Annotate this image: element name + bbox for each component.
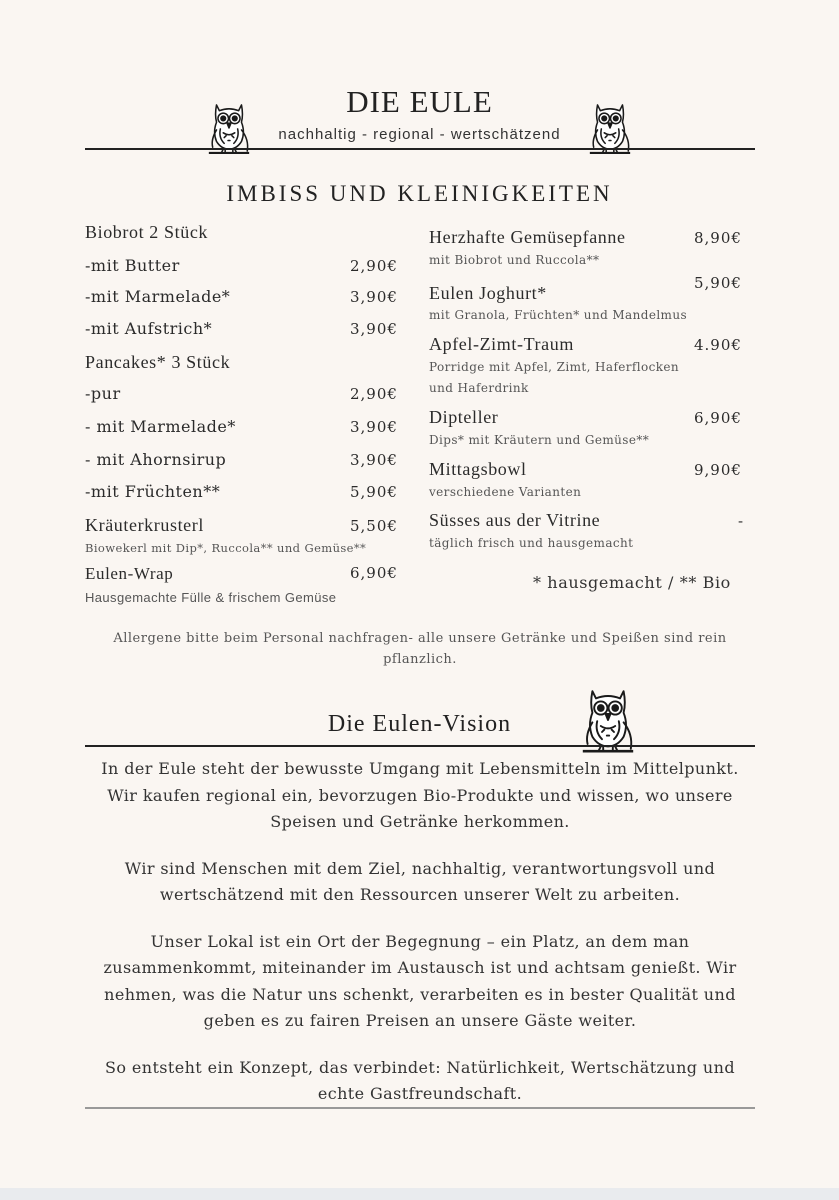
- menu-item-description: mit Granola, Früchten* und Mandelmus: [429, 308, 688, 322]
- menu-item-name: - mit Ahornsirup: [85, 450, 227, 469]
- menu-item-name: Eulen Joghurt*: [429, 283, 547, 303]
- menu-item-name: -mit Aufstrich*: [85, 319, 213, 338]
- menu-item-name: Herzhafte Gemüsepfanne: [429, 227, 626, 247]
- header-divider: [85, 148, 755, 150]
- menu-item-price: 5,90€: [350, 483, 398, 501]
- menu-item-price: 5,90€: [694, 274, 742, 292]
- menu-item-description: Biowekerl mit Dip*, Ruccola** und Gemüse**: [85, 541, 367, 555]
- menu-item-name: Pancakes* 3 Stück: [85, 352, 231, 372]
- menu-item-name: Eulen-Wrap: [85, 564, 174, 583]
- vision-text: [85, 756, 755, 1128]
- vision-paragraph: Unser Lokal ist ein Ort der Begegnung – ein Platz, an dem man zusammenkommt, miteinander im Austausch ist und achtsam genießt. Wir nehmen, was die Natur uns schenkt, verarbeiten es in bester Qualität und geben es zu fairen Preisen an unsere Gäste weiter.: [103, 931, 737, 1030]
- vision-title: Die Eulen-Vision: [327, 711, 512, 737]
- section-title: IMBISS UND KLEINIGKEITEN: [226, 181, 613, 206]
- legend: * hausgemacht / ** Bio: [533, 573, 731, 592]
- menu-item-description: täglich frisch und hausgemacht: [429, 536, 634, 550]
- vision-paragraph: So entsteht ein Konzept, das verbindet: Natürlichkeit, Wertschätzung und echte Gastfreundschaft.: [105, 1057, 735, 1103]
- tagline: nachhaltig - regional - wertschätzend: [278, 126, 561, 143]
- menu-item-price: -: [738, 512, 745, 530]
- menu-item-name: Mittagsbowl: [429, 459, 527, 479]
- menu-item-price: 6,90€: [694, 409, 742, 427]
- menu-item-price: 4.90€: [694, 336, 742, 354]
- menu-item-price: 8,90€: [694, 229, 742, 247]
- menu-item-price: 3,90€: [350, 288, 398, 306]
- menu-item-price: 3,90€: [350, 320, 398, 338]
- vision-divider: [85, 745, 755, 747]
- menu-item-price: 5,50€: [350, 517, 398, 535]
- menu-item-price: 2,90€: [350, 385, 398, 403]
- menu-item-description: Dips* mit Kräutern und Gemüse**: [429, 433, 650, 447]
- menu-item-name: -mit Butter: [85, 256, 180, 275]
- menu-item-description: Porridge mit Apfel, Zimt, Haferflocken: [429, 360, 680, 374]
- menu-item-price: 9,90€: [694, 461, 742, 479]
- menu-item-description: mit Biobrot und Ruccola**: [429, 253, 600, 267]
- menu-item-name: Kräuterkrusterl: [85, 515, 204, 535]
- menu-item-name: -mit Marmelade*: [85, 287, 231, 306]
- menu-item-price: 2,90€: [350, 257, 398, 275]
- vision-paragraph: In der Eule steht der bewusste Umgang mit Lebensmitteln im Mittelpunkt. Wir kaufen regional ein, bevorzugen Bio-Produkte und wissen, wo unsere Speisen und Getränke herkommen.: [101, 759, 739, 831]
- menu-item-price: 3,90€: [350, 451, 398, 469]
- menu-item-description: und Haferdrink: [429, 381, 529, 395]
- restaurant-title: DIE EULE: [346, 84, 493, 119]
- menu-item-name: Dipteller: [429, 407, 499, 427]
- menu-item-name: Süsses aus der Vitrine: [429, 510, 601, 530]
- menu-item-price: 3,90€: [350, 418, 398, 436]
- menu-item-description: verschiedene Varianten: [429, 485, 582, 499]
- menu-item-name: -pur: [85, 384, 121, 403]
- vision-paragraph: Wir sind Menschen mit dem Ziel, nachhaltig, verantwortungsvoll und wertschätzend mit den Ressourcen unserer Welt zu arbeiten.: [124, 858, 716, 904]
- menu-item-name: Apfel-Zimt-Traum: [429, 334, 574, 354]
- menu-item-name: - mit Marmelade*: [85, 417, 236, 436]
- menu-item-price: 6,90€: [350, 564, 398, 582]
- footer-divider: [85, 1107, 755, 1109]
- menu-item-description: Hausgemachte Fülle & frischem Gemüse: [85, 590, 337, 605]
- allergen-note: Allergene bitte beim Personal nachfragen- alle unsere Getränke und Speißen sind rein pflanzlich.: [113, 631, 727, 667]
- menu-item-name: -mit Früchten**: [85, 482, 221, 501]
- menu-item-name: Biobrot 2 Stück: [85, 222, 209, 242]
